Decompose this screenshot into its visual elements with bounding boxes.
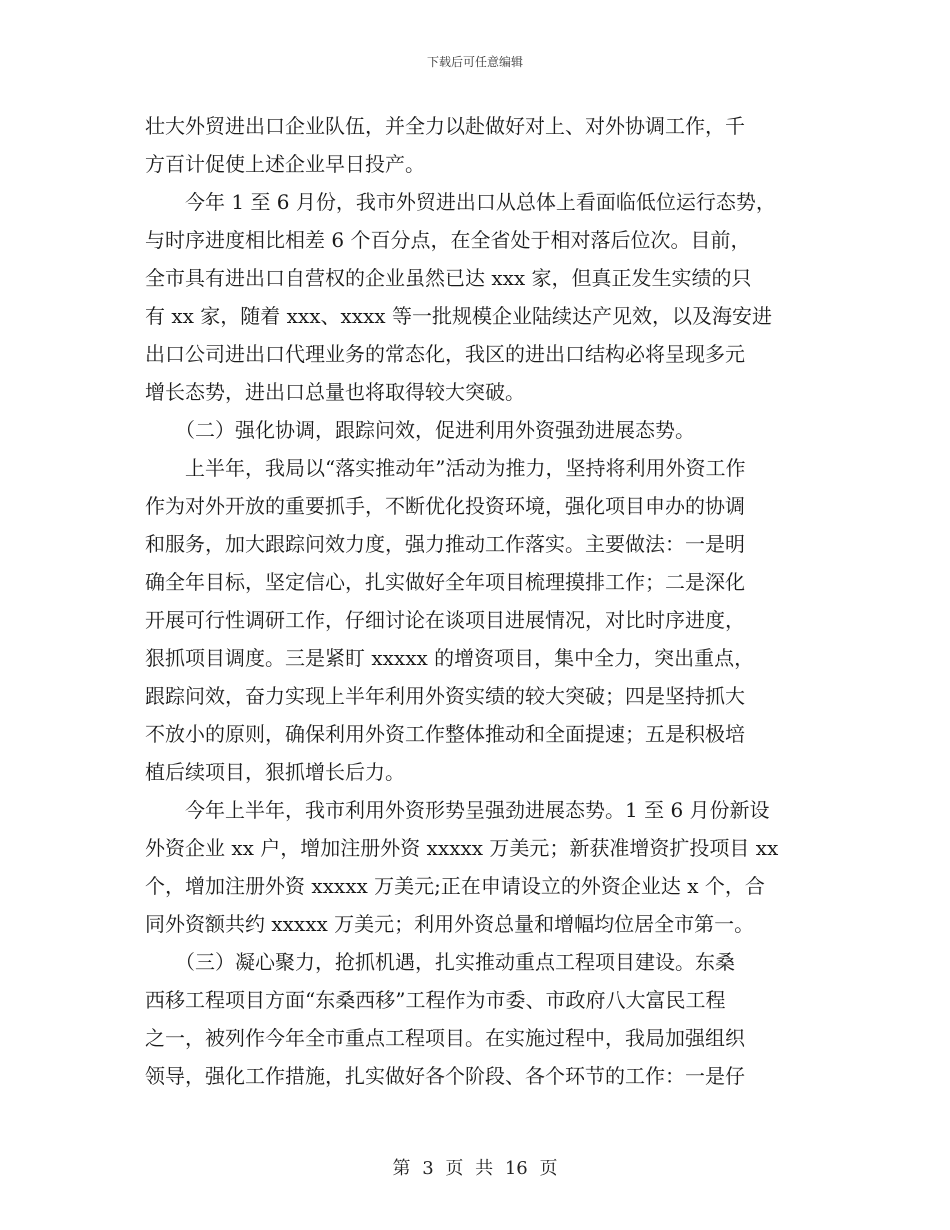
text-line: 个，增加注册外资 xxxxx 万美元;正在申请设立的外资企业达 x 个，合 <box>145 874 765 898</box>
text-line: 壮大外贸进出口企业队伍，并全力以赴做好对上、对外协调工作，千 <box>145 114 745 138</box>
text-line: 全市具有进出口自营权的企业虽然已达 xxx 家，但真正发生实绩的只 <box>145 266 752 290</box>
text-line: 出口公司进出口代理业务的常态化，我区的进出口结构必将呈现多元 <box>145 342 745 366</box>
text-line: 增长态势，进出口总量也将取得较大突破。 <box>145 380 525 404</box>
text-line: 有 xx 家，随着 xxx、xxxx 等一批规模企业陆续达产见效，以及海安进 <box>145 304 772 328</box>
page-footer: 第 3 页 共 16 页 <box>392 1158 558 1179</box>
text-line: 今年 1 至 6 月份，我市外贸进出口从总体上看面临低位运行态势， <box>145 190 776 214</box>
text-line: 领导，强化工作措施，扎实做好各个阶段、各个环节的工作：一是仔 <box>145 1064 745 1088</box>
text-line: 植后续项目，狠抓增长后力。 <box>145 760 405 784</box>
text-line: 不放小的原则，确保利用外资工作整体推动和全面提速；五是积极培 <box>145 722 745 746</box>
text-line: （三）凝心聚力，抢抓机遇，扎实推动重点工程项目建设。东桑 <box>145 950 735 974</box>
text-line: （二）强化协调，跟踪问效，促进利用外资强劲进展态势。 <box>145 418 695 442</box>
text-line: 狠抓项目调度。三是紧盯 xxxxx 的增资项目，集中全力，突出重点， <box>145 646 755 670</box>
text-line: 外资企业 xx 户，增加注册外资 xxxxx 万美元；新获准增资扩投项目 xx <box>145 836 779 860</box>
text-line: 作为对外开放的重要抓手，不断优化投资环境，强化项目申办的协调 <box>145 494 745 518</box>
page-header: 下载后可任意编辑 <box>426 55 523 69</box>
text-line: 今年上半年，我市利用外资形势呈强劲进展态势。1 至 6 月份新设 <box>145 798 770 822</box>
text-line: 和服务，加大跟踪问效力度，强力推动工作落实。主要做法：一是明 <box>145 532 745 556</box>
text-line: 开展可行性调研工作，仔细讨论在谈项目进展情况，对比时序进度， <box>145 608 745 632</box>
text-line: 西移工程项目方面“东桑西移”工程作为市委、市政府八大富民工程 <box>145 988 726 1012</box>
text-line: 之一，被列作今年全市重点工程项目。在实施过程中，我局加强组织 <box>145 1026 745 1050</box>
text-line: 确全年目标，坚定信心，扎实做好全年项目梳理摸排工作；二是深化 <box>145 570 745 594</box>
document-body <box>145 107 810 1095</box>
text-line: 跟踪问效，奋力实现上半年利用外资实绩的较大突破；四是坚持抓大 <box>145 684 745 708</box>
text-line: 同外资额共约 xxxxx 万美元；利用外资总量和增幅均位居全市第一。 <box>145 912 755 936</box>
text-line: 与时序进度相比相差 6 个百分点，在全省处于相对落后位次。目前， <box>145 228 751 252</box>
text-line: 方百计促使上述企业早日投产。 <box>145 152 425 176</box>
text-line: 上半年，我局以“落实推动年”活动为推力，坚持将利用外资工作 <box>145 456 746 480</box>
